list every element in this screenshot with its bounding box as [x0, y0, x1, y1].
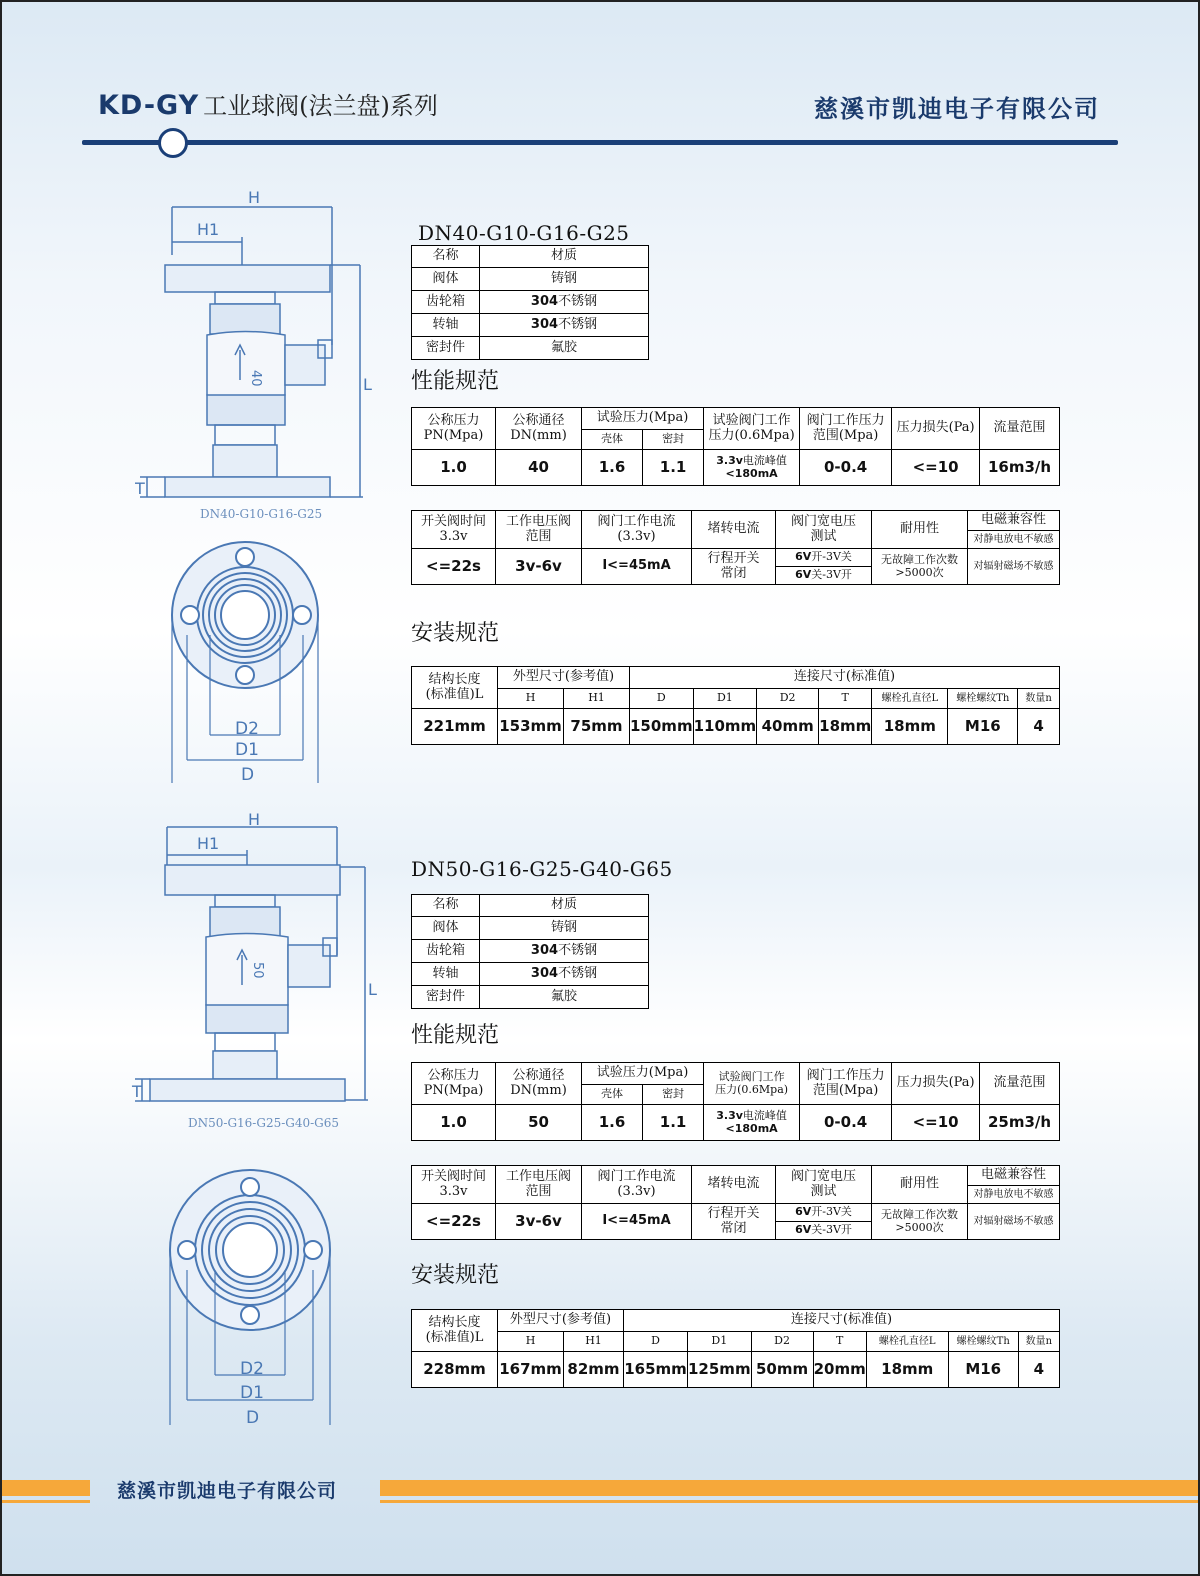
table-row: [412, 689, 1060, 709]
table-cell: 试验压力(Mpa): [582, 1063, 704, 1085]
table-row: [412, 408, 1060, 430]
table-cell: 名称: [412, 895, 480, 917]
svg-text:T: T: [135, 479, 145, 498]
table-cell: 1.1: [643, 1105, 704, 1141]
table-cell: 16m3/h: [980, 450, 1060, 486]
table-cell: 压力损失(Pa): [892, 1063, 980, 1105]
svg-text:H: H: [248, 188, 261, 207]
svg-text:50: 50: [250, 962, 265, 979]
table-row: [412, 314, 649, 337]
svg-text:DN40-G10-G16-G25: DN40-G10-G16-G25: [200, 507, 323, 521]
table-cell: 3v-6v: [496, 549, 582, 585]
svg-text:L: L: [363, 375, 372, 394]
table-cell: 外型尺寸(参考值): [498, 1310, 624, 1332]
table-cell: 0-0.4: [800, 1105, 892, 1141]
footer-line-right: [380, 1500, 1198, 1503]
table-cell: D1: [693, 689, 757, 709]
table-cell: 125mm: [688, 1352, 752, 1388]
table-cell: 20mm: [813, 1352, 866, 1388]
table-cell: 连接尺寸(标准值): [624, 1310, 1060, 1332]
table-cell: 密封: [643, 1085, 704, 1105]
table-cell: 221mm: [412, 709, 498, 745]
footer-bar-left: [2, 1480, 90, 1496]
table-cell: 连接尺寸(标准值): [630, 667, 1060, 689]
table-cell: 名称: [412, 246, 480, 268]
table-cell: 6V关-3V开: [776, 1222, 872, 1240]
install-title-dn40: 安装规范: [411, 621, 500, 646]
table-cell: 4: [1018, 1352, 1059, 1388]
svg-text:40: 40: [248, 370, 263, 387]
svg-text:DN50-G16-G25-G40-G65: DN50-G16-G25-G40-G65: [188, 1116, 340, 1130]
table-row: [412, 1204, 1060, 1222]
table-cell: 堵转电流: [692, 511, 776, 549]
table-cell: 1.1: [643, 450, 704, 486]
table-cell: 82mm: [564, 1352, 624, 1388]
table-cell: 工作电压阀 范围: [496, 511, 582, 549]
table-cell: 1.0: [412, 450, 496, 486]
table-cell: 电磁兼容性: [968, 511, 1060, 531]
table-cell: 密封件: [412, 986, 480, 1009]
table-cell: 304不锈钢: [480, 291, 649, 314]
table-cell: 公称通径 DN(mm): [496, 1063, 582, 1105]
table-cell: 材质: [480, 895, 649, 917]
table-cell: I<=45mA: [582, 1204, 692, 1240]
table-cell: 行程开关 常闭: [692, 549, 776, 585]
svg-text:L: L: [368, 980, 377, 999]
install-table-dn40: [411, 666, 1060, 745]
svg-text:D2: D2: [235, 719, 259, 739]
model-title-dn50: DN50-G16-G25-G40-G65: [411, 857, 673, 881]
performance-table-1-dn50: [411, 1062, 1060, 1141]
table-cell: 165mm: [624, 1352, 688, 1388]
table-cell: 304不锈钢: [480, 314, 649, 337]
table-row: [412, 1310, 1060, 1332]
table-cell: 6V开-3V关: [776, 549, 872, 567]
table-cell: I<=45mA: [582, 549, 692, 585]
table-cell: 6V开-3V关: [776, 1204, 872, 1222]
table-cell: 18mm: [819, 709, 872, 745]
table-cell: 3v-6v: [496, 1204, 582, 1240]
table-cell: 对静电放电不敏感: [968, 1186, 1060, 1204]
performance-table-2-dn50: [411, 1165, 1060, 1240]
valve-side-drawing-dn40: [135, 185, 385, 525]
table-cell: 阀体: [412, 917, 480, 940]
flange-front-drawing-dn40: [165, 535, 335, 785]
table-row: [412, 337, 649, 360]
table-cell: 堵转电流: [692, 1166, 776, 1204]
materials-table-dn50: [411, 894, 649, 1009]
header-circle-ornament: [158, 128, 188, 158]
table-cell: 110mm: [693, 709, 757, 745]
table-cell: 无故障工作次数 >5000次: [872, 1204, 968, 1240]
table-row: [412, 963, 649, 986]
flange-front-drawing-dn50: [160, 1165, 340, 1430]
table-cell: 氟胶: [480, 337, 649, 360]
table-cell: 75mm: [564, 709, 630, 745]
table-cell: 3.3v电流峰值 <180mA: [704, 450, 800, 486]
table-cell: 工作电压阀 范围: [496, 1166, 582, 1204]
table-row: [412, 917, 649, 940]
table-row: [412, 246, 649, 268]
svg-text:D2: D2: [240, 1359, 264, 1379]
svg-text:D: D: [241, 765, 255, 785]
install-title-dn50: 安装规范: [411, 1263, 500, 1288]
table-cell: 1.6: [582, 450, 643, 486]
table-cell: 外型尺寸(参考值): [498, 667, 630, 689]
table-cell: 阀门宽电压 测试: [776, 1166, 872, 1204]
table-cell: 1.0: [412, 1105, 496, 1141]
table-cell: 304不锈钢: [480, 963, 649, 986]
table-cell: 40: [496, 450, 582, 486]
materials-table-dn40: [411, 245, 649, 360]
table-cell: 50mm: [751, 1352, 813, 1388]
table-cell: 转轴: [412, 963, 480, 986]
table-row: [412, 667, 1060, 689]
table-cell: 304不锈钢: [480, 940, 649, 963]
table-cell: 数量n: [1018, 1332, 1059, 1352]
table-cell: M16: [948, 709, 1018, 745]
table-row: [412, 895, 649, 917]
svg-text:D1: D1: [235, 740, 259, 760]
table-cell: 25m3/h: [980, 1105, 1060, 1141]
install-table-dn50: [411, 1309, 1060, 1388]
table-cell: 螺栓螺纹Th: [948, 689, 1018, 709]
header-divider: [82, 140, 1118, 145]
table-cell: T: [813, 1332, 866, 1352]
table-row: [412, 1352, 1060, 1388]
table-cell: H: [498, 1332, 564, 1352]
table-cell: T: [819, 689, 872, 709]
valve-side-drawing-dn50: [130, 805, 380, 1135]
table-cell: 公称压力 PN(Mpa): [412, 408, 496, 450]
performance-title-dn50: 性能规范: [411, 1023, 500, 1048]
table-cell: 无故障工作次数 >5000次: [872, 549, 968, 585]
table-cell: D1: [688, 1332, 752, 1352]
table-row: [412, 268, 649, 291]
table-cell: 公称压力 PN(Mpa): [412, 1063, 496, 1105]
series-header: [98, 86, 438, 121]
table-row: [412, 549, 1060, 567]
table-cell: <=10: [892, 450, 980, 486]
table-row: [412, 940, 649, 963]
table-cell: 结构长度 (标准值)L: [412, 1310, 498, 1352]
table-cell: 铸钢: [480, 268, 649, 291]
table-cell: H1: [564, 689, 630, 709]
table-cell: H1: [564, 1332, 624, 1352]
table-cell: 18mm: [866, 1352, 948, 1388]
table-cell: 结构长度 (标准值)L: [412, 667, 498, 709]
table-cell: 螺栓孔直径L: [872, 689, 948, 709]
table-row: [412, 986, 649, 1009]
table-cell: 铸钢: [480, 917, 649, 940]
table-row: [412, 1166, 1060, 1186]
table-cell: 阀门宽电压 测试: [776, 511, 872, 549]
table-cell: D: [624, 1332, 688, 1352]
performance-title-dn40: 性能规范: [411, 369, 500, 394]
table-cell: 齿轮箱: [412, 940, 480, 963]
table-row: [412, 291, 649, 314]
table-cell: 流量范围: [980, 408, 1060, 450]
table-cell: 螺栓孔直径L: [866, 1332, 948, 1352]
table-cell: 40mm: [757, 709, 819, 745]
table-cell: H: [498, 689, 564, 709]
table-cell: 阀门工作电流 (3.3v): [582, 511, 692, 549]
company-name-footer: 慈溪市凯迪电子有限公司: [117, 1480, 338, 1502]
table-cell: D2: [751, 1332, 813, 1352]
table-cell: D2: [757, 689, 819, 709]
table-cell: 3.3v电流峰值 <180mA: [704, 1105, 800, 1141]
svg-text:H: H: [248, 810, 261, 829]
table-cell: 密封: [643, 430, 704, 450]
table-cell: 228mm: [412, 1352, 498, 1388]
table-cell: 氟胶: [480, 986, 649, 1009]
svg-text:D1: D1: [240, 1383, 264, 1403]
table-cell: 150mm: [630, 709, 694, 745]
table-cell: <=22s: [412, 549, 496, 585]
table-cell: 壳体: [582, 1085, 643, 1105]
table-cell: 阀门工作压力 范围(Mpa): [800, 1063, 892, 1105]
table-cell: 0-0.4: [800, 450, 892, 486]
svg-text:T: T: [132, 1082, 142, 1101]
table-cell: 密封件: [412, 337, 480, 360]
table-cell: 阀门工作电流 (3.3v): [582, 1166, 692, 1204]
model-title-dn40: DN40-G10-G16-G25: [418, 221, 630, 245]
table-cell: 耐用性: [872, 511, 968, 549]
brand-name: KD-GY: [98, 90, 200, 121]
table-cell: 4: [1018, 709, 1060, 745]
table-cell: 公称通径 DN(mm): [496, 408, 582, 450]
table-cell: 153mm: [498, 709, 564, 745]
table-cell: 耐用性: [872, 1166, 968, 1204]
table-cell: <=22s: [412, 1204, 496, 1240]
table-cell: 阀门工作压力 范围(Mpa): [800, 408, 892, 450]
table-cell: 电磁兼容性: [968, 1166, 1060, 1186]
svg-text:H1: H1: [197, 220, 220, 239]
table-cell: 压力损失(Pa): [892, 408, 980, 450]
table-cell: 对静电放电不敏感: [968, 531, 1060, 549]
table-cell: 材质: [480, 246, 649, 268]
table-row: [412, 450, 1060, 486]
company-name-header: 慈溪市凯迪电子有限公司: [814, 95, 1100, 123]
table-cell: 对辐射磁场不敏感: [968, 549, 1060, 585]
footer-line-left: [2, 1500, 90, 1503]
table-cell: 50: [496, 1105, 582, 1141]
table-cell: 试验压力(Mpa): [582, 408, 704, 430]
table-row: [412, 1063, 1060, 1085]
performance-table-2-dn40: [411, 510, 1060, 585]
table-cell: 试验阀门工作 压力(0.6Mpa): [704, 408, 800, 450]
table-row: [412, 709, 1060, 745]
table-cell: M16: [948, 1352, 1018, 1388]
table-cell: 齿轮箱: [412, 291, 480, 314]
table-cell: 对辐射磁场不敏感: [968, 1204, 1060, 1240]
table-cell: 6V关-3V开: [776, 567, 872, 585]
svg-text:H1: H1: [197, 834, 220, 853]
table-cell: 壳体: [582, 430, 643, 450]
table-cell: 试验阀门工作 压力(0.6Mpa): [704, 1063, 800, 1105]
table-cell: 数量n: [1018, 689, 1060, 709]
table-cell: 流量范围: [980, 1063, 1060, 1105]
table-cell: 螺栓螺纹Th: [948, 1332, 1018, 1352]
table-cell: 行程开关 常闭: [692, 1204, 776, 1240]
table-row: [412, 1332, 1060, 1352]
table-cell: <=10: [892, 1105, 980, 1141]
series-title: 工业球阀(法兰盘)系列: [203, 92, 438, 120]
table-row: [412, 1105, 1060, 1141]
table-cell: 阀体: [412, 268, 480, 291]
table-cell: 167mm: [498, 1352, 564, 1388]
performance-table-1-dn40: [411, 407, 1060, 486]
table-cell: 开关阀时间 3.3v: [412, 511, 496, 549]
table-cell: D: [630, 689, 694, 709]
table-cell: 转轴: [412, 314, 480, 337]
table-cell: 1.6: [582, 1105, 643, 1141]
table-row: [412, 511, 1060, 531]
table-cell: 开关阀时间 3.3v: [412, 1166, 496, 1204]
table-cell: 18mm: [872, 709, 948, 745]
footer-bar-right: [380, 1480, 1198, 1496]
svg-text:D: D: [246, 1408, 260, 1428]
